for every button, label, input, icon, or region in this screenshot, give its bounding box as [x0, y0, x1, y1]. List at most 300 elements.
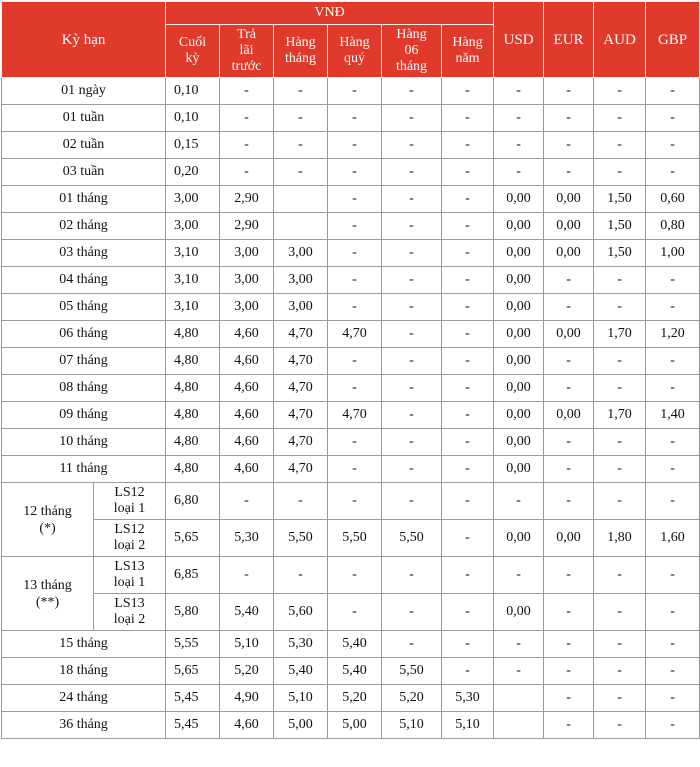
header-tra-lai-truoc-line: Trả — [237, 27, 256, 42]
rate-cell: 3,00 — [166, 213, 220, 240]
term-label: 02 tháng — [2, 213, 166, 240]
rate-cell: - — [382, 483, 442, 520]
rate-cell: 1,50 — [594, 213, 646, 240]
group-12-thang-line: (*) — [39, 520, 56, 536]
rate-cell: - — [382, 375, 442, 402]
rate-cell: 0,00 — [494, 594, 544, 631]
rate-cell: - — [494, 483, 544, 520]
rate-cell: - — [594, 712, 646, 739]
table-row — [2, 240, 700, 267]
rate-cell: 0,00 — [494, 402, 544, 429]
header-tra-lai-truoc-line: lãi — [239, 43, 254, 58]
rate-cell: - — [274, 159, 328, 186]
rate-cell: - — [442, 631, 494, 658]
table-row — [2, 213, 700, 240]
rate-cell: - — [646, 429, 700, 456]
header-cuoi-ky — [166, 25, 220, 78]
term-label: 36 tháng — [2, 712, 166, 739]
rate-cell: - — [544, 375, 594, 402]
header-cuoi-ky-line: kỳ — [185, 51, 200, 66]
rate-cell: - — [646, 483, 700, 520]
rate-cell: 5,10 — [274, 685, 328, 712]
rate-cell: - — [494, 78, 544, 105]
rate-cell: 4,70 — [328, 321, 382, 348]
rate-cell: 0,00 — [544, 186, 594, 213]
rate-cell: - — [328, 213, 382, 240]
term-label: 09 tháng — [2, 402, 166, 429]
rate-cell: - — [646, 132, 700, 159]
term-label: 24 tháng — [2, 685, 166, 712]
term-label: 04 tháng — [2, 267, 166, 294]
rate-cell: 0,10 — [166, 78, 220, 105]
rate-cell: - — [382, 456, 442, 483]
rate-cell: - — [594, 557, 646, 594]
term-label: 07 tháng — [2, 348, 166, 375]
rate-cell: 5,80 — [166, 594, 220, 631]
rate-cell: 4,80 — [166, 375, 220, 402]
table-row — [2, 321, 700, 348]
header-hang-thang-line: tháng — [284, 51, 317, 66]
rate-cell: - — [442, 294, 494, 321]
rate-cell: - — [594, 105, 646, 132]
term-label: 15 tháng — [2, 631, 166, 658]
rate-cell: - — [646, 456, 700, 483]
rate-cell: - — [494, 557, 544, 594]
rate-cell: 0,00 — [494, 429, 544, 456]
rate-cell: - — [382, 186, 442, 213]
rate-cell: - — [442, 375, 494, 402]
rate-cell: - — [544, 483, 594, 520]
rate-cell: 3,00 — [274, 240, 328, 267]
term-label: 05 tháng — [2, 294, 166, 321]
rate-cell: 5,40 — [328, 631, 382, 658]
rate-cell: 1,20 — [646, 321, 700, 348]
rate-cell: - — [328, 348, 382, 375]
table-row — [2, 267, 700, 294]
rate-cell: - — [594, 267, 646, 294]
rate-cell: 0,00 — [544, 213, 594, 240]
rate-cell: 5,40 — [328, 658, 382, 685]
rate-cell: 4,70 — [274, 375, 328, 402]
rate-cell: 4,90 — [220, 685, 274, 712]
rate-cell: 5,00 — [274, 712, 328, 739]
rate-cell: - — [646, 631, 700, 658]
table-row — [2, 375, 700, 402]
rate-cell: - — [544, 267, 594, 294]
rate-cell: - — [646, 594, 700, 631]
rate-cell: - — [328, 159, 382, 186]
rate-cell: 4,60 — [220, 429, 274, 456]
rate-cell: - — [328, 78, 382, 105]
rate-cell: - — [544, 132, 594, 159]
header-cuoi-ky-line: Cuối — [178, 35, 207, 50]
rate-cell: - — [594, 631, 646, 658]
rate-cell: 0,00 — [494, 294, 544, 321]
rate-cell: 5,45 — [166, 712, 220, 739]
rate-cell: - — [382, 213, 442, 240]
table-row — [2, 348, 700, 375]
term-label: 01 tuần — [2, 105, 166, 132]
table-row — [2, 78, 700, 105]
rate-cell: 3,10 — [166, 267, 220, 294]
term-label: 08 tháng — [2, 375, 166, 402]
rate-cell: 5,10 — [382, 712, 442, 739]
rate-cell: - — [442, 520, 494, 557]
rate-cell: 4,80 — [166, 348, 220, 375]
rate-cell: - — [328, 594, 382, 631]
rate-cell: - — [382, 631, 442, 658]
rate-cell: - — [328, 375, 382, 402]
rate-cell: - — [646, 267, 700, 294]
table-row — [2, 712, 700, 739]
rate-cell: 3,00 — [274, 294, 328, 321]
rate-cell: - — [646, 712, 700, 739]
rate-cell: - — [594, 294, 646, 321]
rate-cell: - — [442, 105, 494, 132]
rate-cell: - — [220, 483, 274, 520]
rate-cell: - — [646, 557, 700, 594]
header-hang-quy-line: quý — [344, 51, 365, 66]
header-hang-quy — [328, 25, 382, 78]
header-eur: EUR — [544, 2, 594, 78]
rate-cell: 3,00 — [220, 267, 274, 294]
rate-cell: 0,00 — [494, 456, 544, 483]
rate-cell — [494, 685, 544, 712]
rate-cell: 4,60 — [220, 712, 274, 739]
rate-cell: 4,70 — [274, 402, 328, 429]
rate-cell: 0,00 — [494, 186, 544, 213]
rate-cell: - — [220, 78, 274, 105]
rate-cell: 5,30 — [220, 520, 274, 557]
rate-cell: 0,00 — [494, 213, 544, 240]
rate-cell: - — [544, 712, 594, 739]
rate-cell: 5,10 — [220, 631, 274, 658]
rate-cell: - — [646, 348, 700, 375]
header-ky-han: Kỳ hạn — [2, 2, 166, 78]
header-hang-thang — [274, 25, 328, 78]
table-row — [2, 456, 700, 483]
rate-cell: 0,20 — [166, 159, 220, 186]
rate-cell: - — [544, 78, 594, 105]
header-hang-thang-line: Hàng — [285, 35, 316, 50]
header-hang-nam-line: năm — [455, 51, 480, 66]
header-hang-06-thang-line: Hàng — [396, 27, 427, 42]
rate-cell: - — [594, 594, 646, 631]
rate-cell: - — [646, 294, 700, 321]
rate-cell: - — [544, 429, 594, 456]
rate-cell: - — [328, 267, 382, 294]
sub-term-line: loại 1 — [113, 501, 146, 516]
rate-cell: 5,30 — [274, 631, 328, 658]
sub-term-line: loại 1 — [113, 575, 146, 590]
rate-cell: 4,70 — [274, 348, 328, 375]
rate-cell: 6,85 — [166, 557, 220, 594]
rate-cell: - — [646, 658, 700, 685]
rate-cell — [274, 186, 328, 213]
rate-cell: 5,20 — [220, 658, 274, 685]
rate-cell: - — [544, 105, 594, 132]
table-row — [2, 105, 700, 132]
rate-cell: 0,80 — [646, 213, 700, 240]
rate-cell: 0,00 — [544, 402, 594, 429]
header-vnd: VNĐ — [166, 2, 494, 25]
rate-cell: - — [442, 429, 494, 456]
rate-cell: - — [646, 105, 700, 132]
rate-cell: 1,60 — [646, 520, 700, 557]
rate-cell: - — [328, 557, 382, 594]
rate-cell: 3,00 — [166, 186, 220, 213]
rate-cell: - — [646, 685, 700, 712]
sub-term-line: LS13 — [114, 559, 145, 574]
rate-cell: - — [594, 685, 646, 712]
rate-cell: - — [442, 240, 494, 267]
term-label: 06 tháng — [2, 321, 166, 348]
rate-cell: - — [544, 631, 594, 658]
rate-cell: - — [494, 105, 544, 132]
rate-cell: - — [494, 159, 544, 186]
rate-cell: - — [594, 658, 646, 685]
rate-cell: - — [544, 658, 594, 685]
rate-cell: - — [382, 429, 442, 456]
rate-cell: 4,80 — [166, 402, 220, 429]
rate-cell: 0,00 — [494, 520, 544, 557]
rate-cell: 0,00 — [544, 240, 594, 267]
rate-cell: - — [328, 105, 382, 132]
term-label: 02 tuần — [2, 132, 166, 159]
rate-cell: - — [594, 483, 646, 520]
sub-term-label — [94, 557, 166, 594]
rate-cell: 5,30 — [442, 685, 494, 712]
rate-cell: - — [544, 348, 594, 375]
rate-cell: - — [494, 132, 544, 159]
rate-cell: - — [328, 456, 382, 483]
term-label: 11 tháng — [2, 456, 166, 483]
rate-cell: 4,70 — [328, 402, 382, 429]
rate-cell: 5,20 — [328, 685, 382, 712]
rate-cell: - — [442, 456, 494, 483]
rate-cell: 4,70 — [274, 429, 328, 456]
rate-cell: - — [382, 159, 442, 186]
rate-cell: - — [382, 294, 442, 321]
rate-cell: 0,00 — [494, 348, 544, 375]
rate-cell: 4,80 — [166, 456, 220, 483]
header-hang-06-thang — [382, 25, 442, 78]
table-row — [2, 402, 700, 429]
term-label: 03 tuần — [2, 159, 166, 186]
rate-cell: - — [382, 267, 442, 294]
rate-cell: - — [442, 186, 494, 213]
rate-cell: 0,15 — [166, 132, 220, 159]
rate-cell: 4,70 — [274, 456, 328, 483]
header-hang-nam — [442, 25, 494, 78]
table-row — [2, 658, 700, 685]
rate-cell: - — [382, 321, 442, 348]
rate-cell: 5,40 — [220, 594, 274, 631]
rate-cell: - — [328, 186, 382, 213]
table-row — [2, 594, 700, 631]
rate-cell: 5,50 — [328, 520, 382, 557]
rate-cell: - — [442, 483, 494, 520]
rate-cell: - — [544, 557, 594, 594]
rate-cell: - — [594, 348, 646, 375]
rate-cell: 2,90 — [220, 213, 274, 240]
rate-cell: - — [442, 132, 494, 159]
sub-term-line: LS13 — [114, 596, 145, 611]
rate-cell: 5,10 — [442, 712, 494, 739]
rate-cell: - — [382, 557, 442, 594]
rate-cell: - — [382, 78, 442, 105]
rate-cell: - — [494, 631, 544, 658]
rate-cell: 5,20 — [382, 685, 442, 712]
group-13-thang-line: (**) — [35, 594, 60, 610]
rate-cell: - — [442, 267, 494, 294]
rate-cell: - — [594, 78, 646, 105]
rate-cell: 1,70 — [594, 321, 646, 348]
rate-cell: - — [220, 557, 274, 594]
rate-cell: 4,60 — [220, 321, 274, 348]
rate-cell: 1,00 — [646, 240, 700, 267]
header-tra-lai-truoc-line: trước — [231, 59, 262, 74]
rate-cell: - — [442, 594, 494, 631]
rate-cell: 4,80 — [166, 429, 220, 456]
rate-cell: - — [442, 348, 494, 375]
rate-cell: - — [442, 159, 494, 186]
rate-cell: 1,50 — [594, 240, 646, 267]
rate-cell: - — [594, 375, 646, 402]
rate-cell: - — [594, 429, 646, 456]
rate-cell: 3,10 — [166, 240, 220, 267]
rate-cell: - — [646, 78, 700, 105]
rate-cell: 0,00 — [544, 520, 594, 557]
rate-cell: 3,00 — [220, 240, 274, 267]
table-row — [2, 294, 700, 321]
rate-cell: 4,60 — [220, 456, 274, 483]
group-13-thang-label — [2, 557, 94, 631]
rate-cell: 4,60 — [220, 375, 274, 402]
table-row — [2, 132, 700, 159]
header-hang-quy-line: Hàng — [339, 35, 370, 50]
table-row — [2, 483, 700, 520]
rate-cell: - — [442, 213, 494, 240]
term-label: 10 tháng — [2, 429, 166, 456]
rate-cell: - — [544, 685, 594, 712]
rate-cell: 4,70 — [274, 321, 328, 348]
rate-cell: 5,50 — [382, 658, 442, 685]
rate-cell: 3,00 — [274, 267, 328, 294]
header-gbp: GBP — [646, 2, 700, 78]
rate-cell: - — [382, 402, 442, 429]
sub-term-line: loại 2 — [113, 538, 146, 553]
term-label: 03 tháng — [2, 240, 166, 267]
table-row — [2, 429, 700, 456]
rate-cell: 5,50 — [382, 520, 442, 557]
rate-cell: 1,40 — [646, 402, 700, 429]
rate-cell: 0,10 — [166, 105, 220, 132]
sub-term-line: LS12 — [114, 485, 145, 500]
rate-cell: - — [544, 594, 594, 631]
rate-cell: 0,00 — [494, 321, 544, 348]
rate-cell: - — [442, 78, 494, 105]
rate-cell: - — [220, 159, 274, 186]
rate-cell: - — [382, 105, 442, 132]
header-usd: USD — [494, 2, 544, 78]
header-aud: AUD — [594, 2, 646, 78]
rate-cell: - — [274, 105, 328, 132]
rate-cell: 5,60 — [274, 594, 328, 631]
rate-cell: - — [544, 456, 594, 483]
rate-cell: - — [382, 348, 442, 375]
rate-cell: - — [442, 321, 494, 348]
rate-cell — [274, 213, 328, 240]
rate-cell: - — [544, 159, 594, 186]
rate-cell: 3,00 — [220, 294, 274, 321]
rate-cell: - — [646, 375, 700, 402]
rate-cell: 4,60 — [220, 402, 274, 429]
rate-cell: 0,00 — [494, 375, 544, 402]
table-row — [2, 557, 700, 594]
rate-cell: 5,00 — [328, 712, 382, 739]
rate-cell: - — [274, 132, 328, 159]
rate-cell: 0,00 — [544, 321, 594, 348]
rate-cell: 5,40 — [274, 658, 328, 685]
rate-cell: - — [382, 240, 442, 267]
rate-cell: 1,50 — [594, 186, 646, 213]
rate-cell: 1,70 — [594, 402, 646, 429]
header-hang-nam-line: Hàng — [452, 35, 483, 50]
sub-term-label — [94, 594, 166, 631]
table-row — [2, 685, 700, 712]
rate-cell: 0,00 — [494, 240, 544, 267]
rate-cell: 3,10 — [166, 294, 220, 321]
rate-cell: - — [328, 294, 382, 321]
rate-cell: 5,55 — [166, 631, 220, 658]
term-label: 18 tháng — [2, 658, 166, 685]
rate-cell: 4,80 — [166, 321, 220, 348]
rate-cell: 5,50 — [274, 520, 328, 557]
rate-cell: 2,90 — [220, 186, 274, 213]
rate-cell: - — [594, 132, 646, 159]
rate-cell: - — [274, 78, 328, 105]
rate-cell: - — [442, 658, 494, 685]
rate-cell: 5,65 — [166, 658, 220, 685]
rate-cell: - — [220, 105, 274, 132]
rate-cell — [494, 712, 544, 739]
rate-cell: - — [646, 159, 700, 186]
rate-cell: - — [494, 658, 544, 685]
sub-term-line: LS12 — [114, 522, 145, 537]
term-label: 01 tháng — [2, 186, 166, 213]
rate-cell: - — [594, 456, 646, 483]
rate-cell: - — [442, 402, 494, 429]
rate-cell: - — [328, 240, 382, 267]
table-row — [2, 631, 700, 658]
rate-cell: - — [442, 557, 494, 594]
sub-term-label — [94, 483, 166, 520]
rate-cell: 5,45 — [166, 685, 220, 712]
group-12-thang-line: 12 tháng — [23, 503, 72, 519]
term-label: 01 ngày — [2, 78, 166, 105]
rate-cell: - — [544, 294, 594, 321]
rate-cell: 0,60 — [646, 186, 700, 213]
rate-cell: - — [328, 132, 382, 159]
rate-cell: - — [328, 429, 382, 456]
rate-cell: - — [328, 483, 382, 520]
rate-cell: - — [382, 132, 442, 159]
sub-term-line: loại 2 — [113, 612, 146, 627]
rate-cell: - — [274, 557, 328, 594]
rate-cell: - — [382, 594, 442, 631]
table-row — [2, 520, 700, 557]
